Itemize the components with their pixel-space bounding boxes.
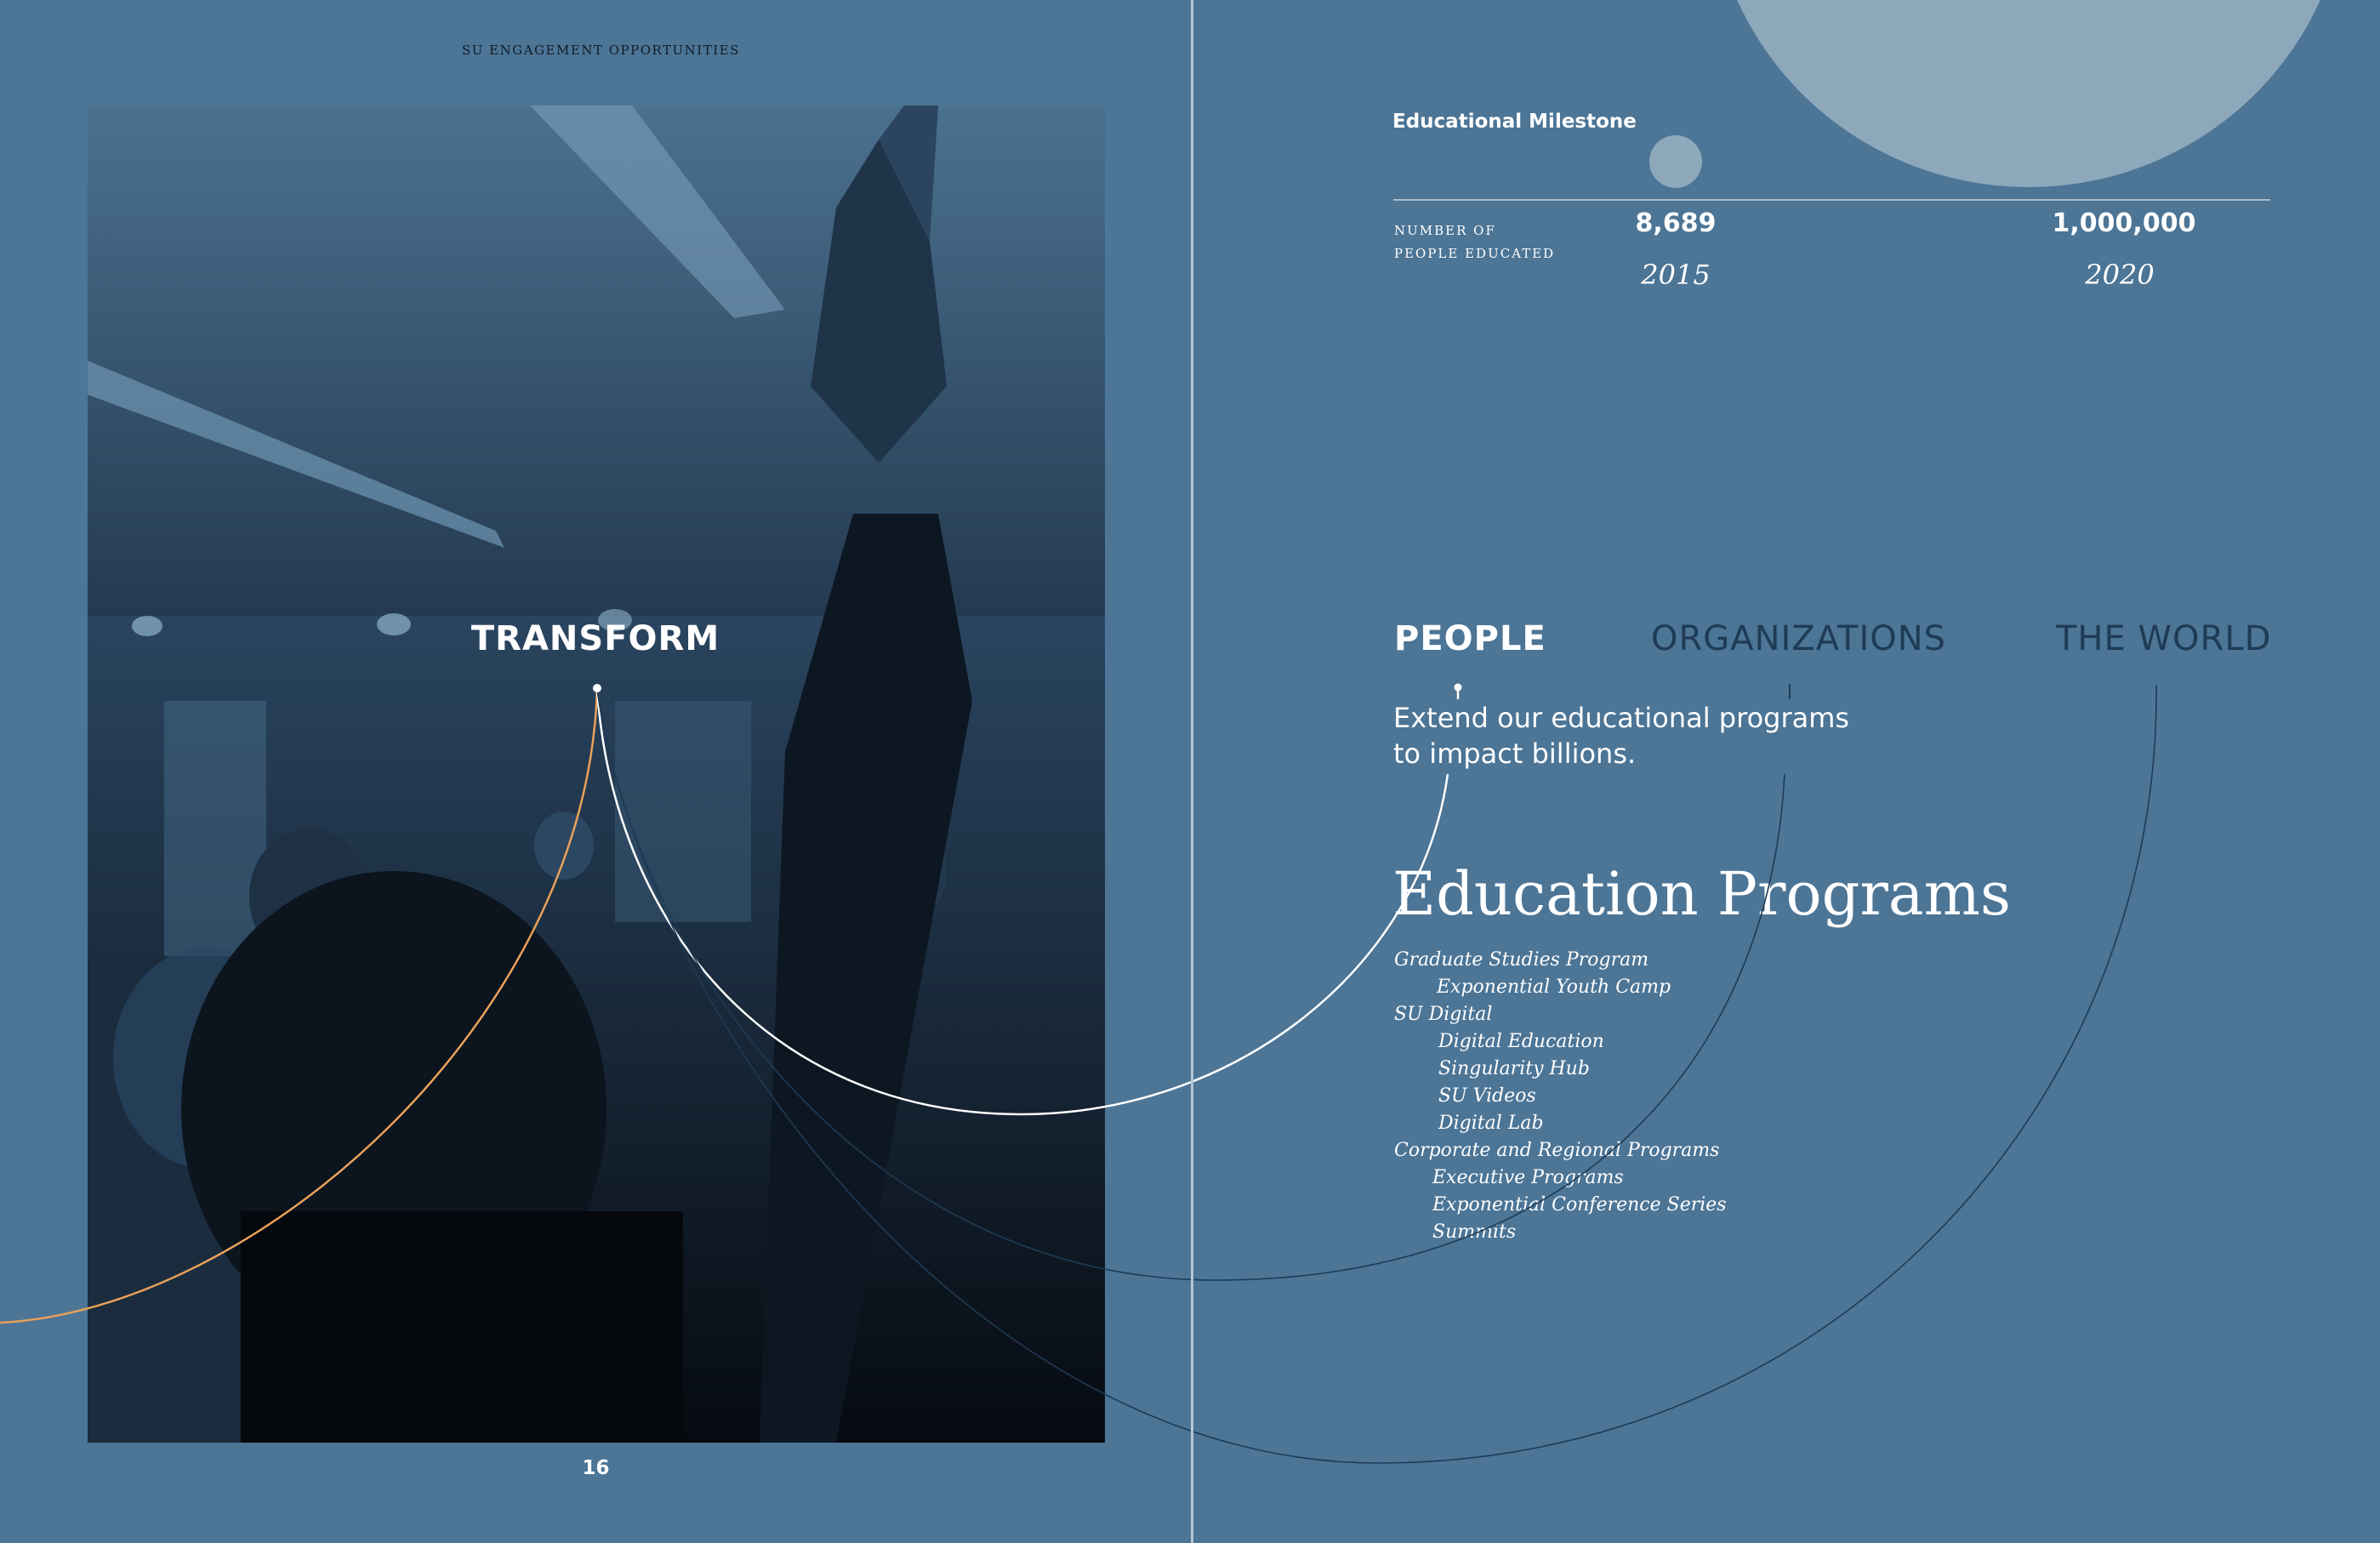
pillar-organizations: ORGANIZATIONS [1651,619,1947,658]
program-item: SU Digital [1394,1004,1493,1025]
pillar-the-world: THE WORLD [2056,619,2272,658]
people-node-dot [1455,684,1462,692]
tagline-line2: to impact billions. [1393,737,1637,770]
pillar-people: PEOPLE [1394,619,1546,658]
program-item: Exponential Youth Camp [1437,976,1671,998]
program-item: Digital Education [1438,1031,1604,1052]
program-item: Exponential Conference Series [1432,1194,1727,1216]
milestone-end-year: 2020 [2085,259,2155,291]
page-header: SU ENGAGEMENT OPPORTUNITIES [462,43,740,58]
program-item: Singularity Hub [1438,1058,1590,1079]
milestone-title: Educational Milestone [1392,111,1637,133]
milestone-end-value: 1,000,000 [2052,208,2196,238]
milestone-label-line1: NUMBER OF [1394,223,1496,238]
program-item: Corporate and Regional Programs [1394,1140,1720,1161]
program-item: Summits [1432,1221,1517,1243]
page-number: 16 [582,1457,610,1479]
transform-node-dot [593,684,601,692]
milestone-label-line2: PEOPLE EDUCATED [1394,246,1556,261]
program-item: Graduate Studies Program [1394,949,1649,971]
tagline-line1: Extend our educational programs [1393,702,1850,734]
program-item: Executive Programs [1432,1167,1624,1188]
milestone-start-year: 2015 [1641,259,1711,291]
section-title: Education Programs [1392,859,2011,929]
transform-label: TRANSFORM [470,619,720,658]
program-item: Digital Lab [1438,1113,1544,1134]
page-spine [1191,0,1193,1543]
milestone-start-value: 8,689 [1635,208,1717,238]
program-item: SU Videos [1438,1085,1536,1107]
